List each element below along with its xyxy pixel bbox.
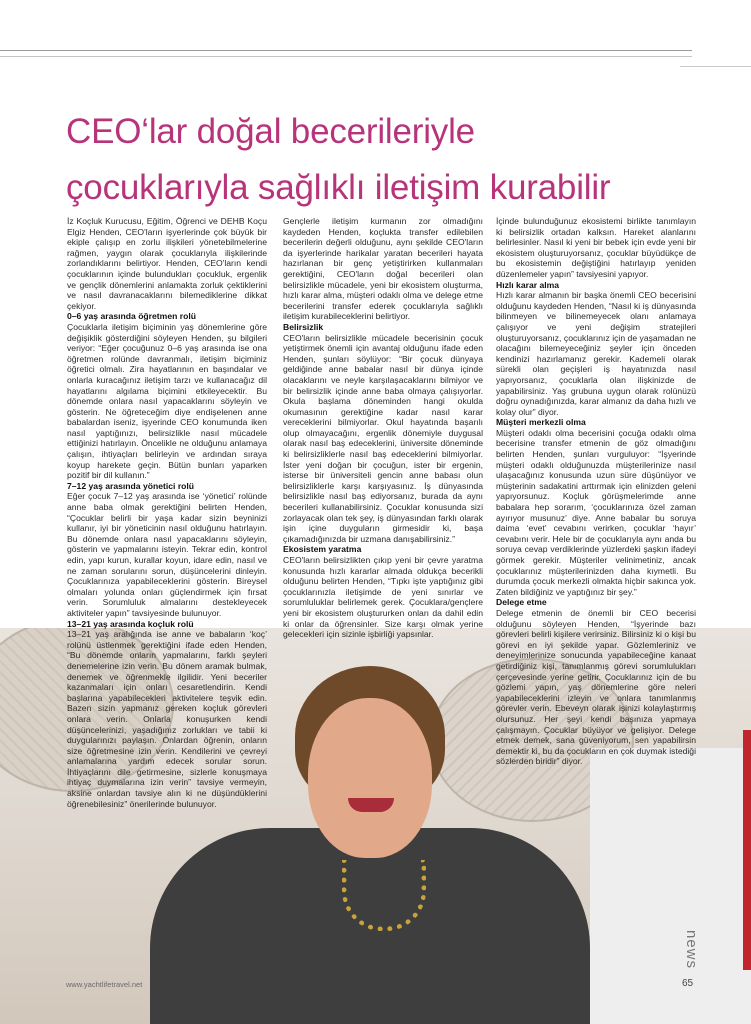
top-rule-secondary <box>0 56 692 57</box>
portrait-face <box>308 698 432 858</box>
subheading: Hızlı karar alma <box>496 279 560 290</box>
paragraph: Hızlı karar almanın bir başka önemli CEO becerisini olduğunu kaydeden Henden, “Nasıl ki iş dünyasında bilinmeyen ve bilinemeyecek olanı anlamaya çalışıyor ve yeni değişim stratejileri oluşturuyorsanız, çocuklarınız için de yaşamadan ne olacağını bilemeyeceğiniz şeyler için önceden kendinizi hazırlamanız gerekir. Kademeli olarak sürekli olan geçişleri iş hayatınızda nasıl yapıyorsanız, çocuklarla olan ilişkinizde de yapabilirsiniz. Yaş grubuna uygun olarak rolünüzü doğru oynadığınızda, karar almanız da daha hızlı ve kolay olur” diyor. <box>496 290 696 417</box>
subheading: Delege etme <box>496 597 547 608</box>
headline-line-2: çocuklarıyla sağlıklı iletişim kurabilir <box>66 168 611 207</box>
top-rule-short <box>680 66 751 67</box>
paragraph: Gençlerle iletişim kurmanın zor olmadığını kaydeden Henden, koçlukta transfer edilebilen becerilerin değerli olduğunu, aynı şekilde CEO'ların da işyerlerinde harikalar yaratan becerileri hayata hazırlanan bir genç yetiştirirken kullanmaları gerektiğini, CEO'ların doğal becerileri olan belirsizlikle mücadele, yeni bir ekosistem oluşturma, hızlı karar alma, müşteri odaklı olma ve delege etme becerilerini transfer ederek çocuklarıyla sağlıklı iletişim kurabileceklerini belirtiyor. <box>283 216 483 322</box>
paragraph: Müşteri odaklı olma becerisini çocuğa odaklı olma becerisine transfer etmenin de göz olmadığını belirten Henden, şunları vurguluyor: “İşyerinde müşteri odaklı olduğunuzda müşterilerinize nasıl ulaşacağınız konusunda uzun süre düşünüyor ve müşterinin sadakatini arttırmak için elinizden geleni yapıyorsunuz. Koçluk görüşmelerimde anne babalara hep sorarım, ‘çocuklarınıza özel zaman ayırıyor musunuz’ diye. Anne babalar bu soruya daima ‘evet’ cevabını verirken, çocuklar ‘hayır’ cevabını verir. Hele bir de çocuklarıyla aynı anda bu soruya cevap verdiklerinde yüzlerdeki şaşkın ifadeyi görmek gerekir. Müşteriler velinimetiniz, ancak çocuklarınız müşterilerinizden daha kıymetli. Bu durumda çocuk merkezli olmakta hiçbir sakınca yok. Zaten bildiğiniz ve yaptığınız bir şey.” <box>496 427 696 597</box>
subheading: 0–6 yaş arasında öğretmen rolü <box>67 311 196 322</box>
white-chair <box>590 748 751 1024</box>
headline-line-1: CEO‘lar doğal becerileriyle <box>66 112 475 151</box>
paragraph: İçinde bulunduğunuz ekosistemi birlikte tanımlayın ki belirsizlik ortadan kalksın. Hareket alanlarını belirlesinler. Nasıl ki yeni bir bebek için evde yeni bir ekosistem oluşturuyorsanız, çocuklar büyüdükçe de bu ekosistemin değiştiğini hatırlayıp yeniden düzenlemeler yapın” tavsiyesini yapıyor. <box>496 216 696 279</box>
paragraph: Çocuklarla iletişim biçiminin yaş dönemlerine göre değişiklik gösterdiğini söyleyen Henden, şu bilgileri veriyor: “Eğer çocuğunuz 0–6 yaş arasında ise ona öğretmen rolünde davranmalı, iletişim biçiminiz öğretici olmalı. Zira hayatlarının en başındalar ve onlarla kuracağınız iletişim tarzı ve kullanacağız dil hayatlarını algılama biçimini etkileyecektir. Bu dönemde onlara nasıl yapacaklarını söyleyin ve gösterin. Ne öğreteceğim diye endişelenen anne babalardan iseniz, işyerinde CEO konumunda iken nasıl yaptığınızı, belirsizlikle nasıl mücadele ettiğinizi hatırlayın. Öncelikle ne olduğunu anlamaya çalışın, ihtiyaçları belirleyin ve ardından sıraya koyup harekete geçin. Bütün bunları yaparken pozitif bir dil kullanın.” <box>67 321 267 481</box>
footer-url: www.yachtlifetravel.net <box>66 980 143 989</box>
text-column-2 <box>283 216 483 640</box>
subheading: Belirsizlik <box>283 321 324 332</box>
paragraph: 13–21 yaş aralığında ise anne ve babaların ‘koç’ rolünü üstlenmek gerektiğini ifade eden Henden, “Bu dönemde onların yapmalarını, farklı şeyleri denemelerine izin verin. Bu dönem aramak bulmak, denemek ve öğrenmekle ilgilidir. Yeni beceriler kazanmaları için onları cesaretlendirin. Kendi başlarına yapabilecekleri aktivitelere teşvik edin. Bazen sizin yapmanız gereken koçluk görevleri onlara verin. Onlarla konuşurken kendi düşüncelerinizi, yaşadığınız zorlukları ve tabii ki duygularınızı paylaşın. Onlardan öğrenin, onların size öğretmesine izin verin. Kendilerini ve çevreyi anlamalarına yardım edecek sorular sorun. İhtiyaçlarını dile getirmesine, sizlerle konuşmaya ihtiyaç duymalarına izin verin” tavsiye vermeyin, aksine onlardan tavsiye alın ki ne düşündüklerini öğrenebilesiniz” önerilerinde bulunuyor. <box>67 629 267 809</box>
text-column-1 <box>67 216 267 809</box>
paragraph: Eğer çocuk 7–12 yaş arasında ise ‘yönetici’ rolünde anne baba olmak gerektiğini belirten Henden, “Çocuklar belirli bir yaşa kadar sizin beyninizi kullanır, iyi bir yöneticinin nasıl olduğunu hatırlayın. Bu dönemde onlara nasıl yapacaklarını söyleyin, gösterin ve yapmalarını isteyin. Tekrar edin, kontrol edin, yapı kurun, kurallar koyun, idare edin, nasıl ve ne zaman sorularını sorun, düşüncelerini dinleyin. Çocuklarınıza yapabileceklerini gösterin. Bireysel olmaları yolunda onları güçlendirmek için fırsat verin. Sorumluluk almalarını destekleyecek aktiviteler yapın” tavsiyesinde bulunuyor. <box>67 491 267 618</box>
subheading: Müşteri merkezli olma <box>496 417 586 428</box>
portrait-smile <box>348 798 394 812</box>
text-column-3 <box>496 216 696 767</box>
subheading: 7–12 yaş arasında yönetici rolü <box>67 480 195 491</box>
page-number: 65 <box>682 978 694 989</box>
section-accent-tab <box>743 730 751 970</box>
section-label: news <box>683 930 700 970</box>
subheading: 13–21 yaş arasında koçluk rolü <box>67 618 194 629</box>
paragraph: CEO'ların belirsizlikle mücadele becerisinin çocuk yetiştirmek önemli için avantaj olduğunu ifade eden Henden, şunları söylüyor: “Bir çocuk dünyaya geldiğinde anne babalar nasıl bir dünya içinde olacaklarını ve neyle karşılaşacaklarını bilmiyor ve bir belirsizlik içinde anne baba olmaya çalışıyorlar. Okula başlama döneminden hangi okulda okumasının gerektiğine kadar nasıl karar vereceklerini bilmiyorlar. Okul hayatında başarılı olup olmayacağını, ergenlik dönemiyle duygusal olarak nasıl baş edeceklerini, üniversite döneminde ki belirsizliklerle nasıl baş edeceklerini bilmiyorlar. İster yeni doğan bir çocuğun, ister bir ergenin, isterse bir üniversiteli gencin anne babası olun belirsizliklerle karşı karşıyasınız. İş dünyasında belirsizlikle nasıl baş ediyorsanız, burada da aynı becerileri kullanabilirsiniz. Çocuklar konusunda sizi zorlayacak olan tek şey, iş dünyasından farklı olarak işin içine duyguların girmesidir ki, başa çıkamadığınızda bir uzmana danışabilirsiniz.” <box>283 332 483 544</box>
subheading: Ekosistem yaratma <box>283 544 362 555</box>
paragraph: İz Koçluk Kurucusu, Eğitim, Öğrenci ve DEHB Koçu Elgiz Henden, CEO'ların işyerlerinde çok büyük bir ekiple çalışıp en zorlu ilişkileri yönetebilmelerine rağmen, yaygın olarak çocuklarıyla ilişkilerinde zorlandıklarını belirtiyor. Henden, CEO'ların kendi çocuklarının içinde bulundukları çocukluk, ergenlik ve gençlik dönemlerini anlamakta zorluk çektiklerini ve nasıl davranacaklarını bilemediklerine dikkat çekiyor. <box>67 216 267 311</box>
paragraph: Delege etmenin de önemli bir CEO becerisi olduğunu söyleyen Henden, “İşyerinde bazı görevleri belirli kişilere verirsiniz. Bilirsiniz ki o kişi bu görevi en iyi şekilde yapar. Gözlemleriniz ve deneyimlerinize sonucunda yapabileceğine kanaat getirdiğiniz kişi, tanımlanmış görevi sorumlulukları çerçevesinde yerine getirir. Çocuklarınız için de bu gözlemi yapın, yaş dönemlerine göre neleri yapabileceklerini izleyin ve onlara tanımlanmış görevler verin. Ebeveyn olarak işinizi kolaylaştırmış olursunuz. Her şeyi kendi başınıza yapmaya çalışmayın. Çocuklar büyüyor ve gelişiyor. Delege etmek demek, sana güveniyorum, sen yapabilirsin demektir ki, bu da çocukların en çok duymak istediği sözlerden biridir” diyor. <box>496 607 696 767</box>
top-rule <box>0 50 692 51</box>
article-headline <box>66 104 706 216</box>
paragraph: CEO'ların belirsizlikten çıkıp yeni bir çevre yaratma konusunda hızlı kararlar almada oldukça becerikli olduğunu belirten Henden, “Tıpkı işte yaptığınız gibi çocuklarınızla iletişimde de yeni sınırlar ve sorumluluklar belirlemek gerek. Çocuklara/gençlere yeni bir ekosistem oluştururken onları da dahil edin ki onlar da öğrensinler. Size karşı olmak yerine gelecekleri için sizinle işbirliği yapsınlar. <box>283 555 483 640</box>
